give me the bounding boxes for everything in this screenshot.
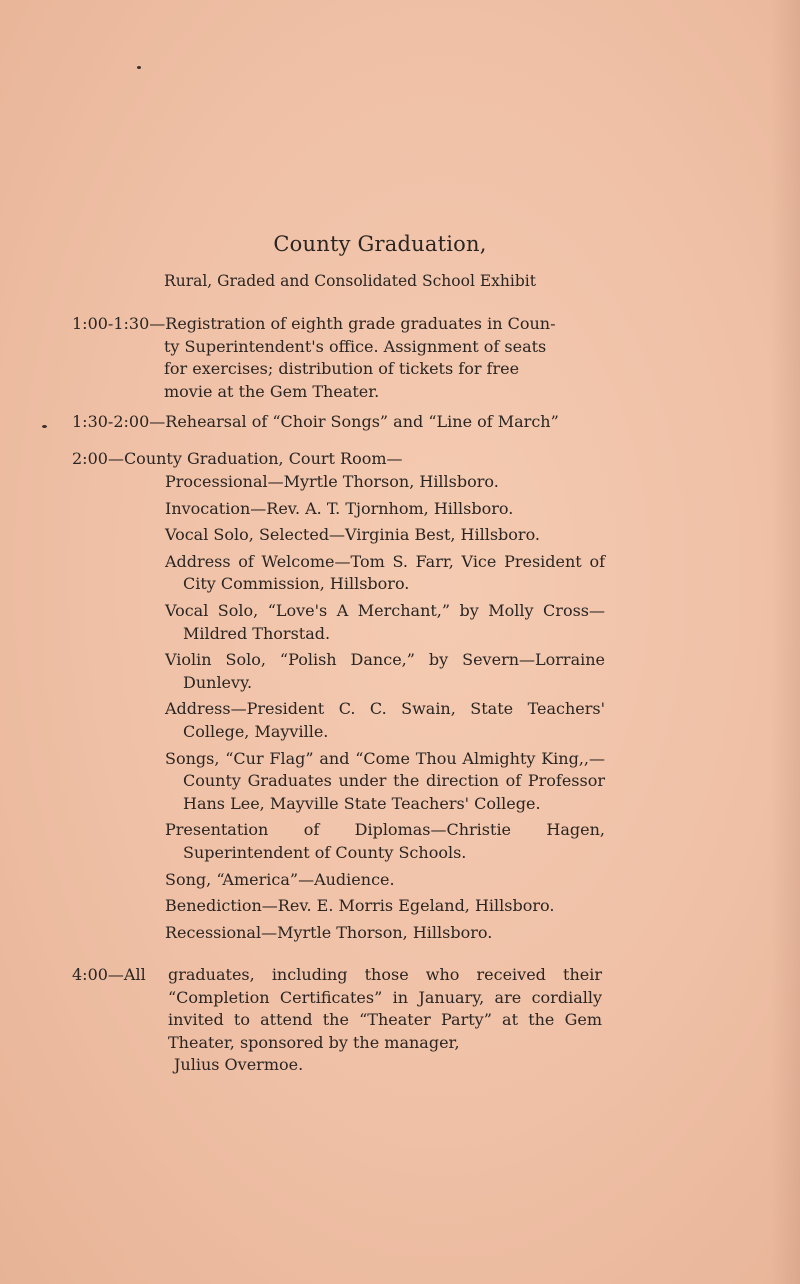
ink-speck — [137, 66, 141, 69]
schedule-entry-registration — [72, 313, 602, 403]
program-items-list — [165, 471, 605, 948]
schedule-text: —Registration of eighth grade graduates in Coun- — [149, 314, 556, 333]
program-item: Song, “America”—Audience. — [165, 869, 395, 889]
closing-last-line: Julius Overmoe. — [174, 1055, 304, 1075]
schedule-text: —Rehearsal of “Choir Songs” and “Line of March” — [149, 412, 559, 431]
schedule-entry-graduation — [72, 448, 602, 471]
program-item: Invocation—Rev. A. T. Tjornhom, Hillsboro. — [165, 498, 514, 518]
program-item: Vocal Solo, “Love's A Merchant,” by Molly Cross—Mildred Thorstad. — [165, 600, 605, 643]
schedule-time: 4:00—All — [72, 965, 146, 984]
schedule-time: 2:00 — [72, 449, 108, 468]
schedule-time: 1:00-1:30 — [72, 314, 150, 333]
program-item: Songs, “Cur Flag” and “Come Thou Almighty King,,—County Graduates under the direction of Professor Hans Lee, Mayville State Teachers' College. — [165, 748, 605, 813]
schedule-text: —County Graduation, Court Room— — [107, 449, 403, 468]
program-item: Processional—Myrtle Thorson, Hillsboro. — [165, 472, 499, 491]
program-item: Address—President C. C. Swain, State Teachers' College, Mayville. — [165, 699, 605, 741]
program-item: Benediction—Rev. E. Morris Egeland, Hillsboro. — [165, 896, 555, 916]
schedule-text-continued: ty Superintendent's office. Assignment of seats for exercises; distribution of tickets for free movie at the Gem Theater. — [164, 336, 547, 401]
document-title: County Graduation, — [273, 232, 487, 256]
schedule-time: 1:30-2:00 — [72, 412, 150, 431]
program-item: Presentation of Diplomas—Christie Hagen, Superintendent of County Schools. — [165, 820, 605, 862]
document-subtitle: Rural, Graded and Consolidated School Exhibit — [164, 272, 536, 290]
program-item: Address of Welcome—Tom S. Farr, Vice President of City Commission, Hillsboro. — [165, 551, 605, 594]
program-item: Violin Solo, “Polish Dance,” by Severn—Lorraine Dunlevy. — [165, 650, 605, 692]
program-item: Recessional—Myrtle Thorson, Hillsboro. — [165, 922, 493, 942]
page-edge-shadow — [770, 0, 800, 1284]
program-item: Vocal Solo, Selected—Virginia Best, Hillsboro. — [165, 525, 541, 545]
closing-text-block — [168, 964, 602, 1077]
schedule-entry-theater-party — [72, 964, 602, 1077]
closing-text: graduates, including those who received their “Completion Certificates” in January, are cordially invited to attend the “Theater Party” at the Gem Theater, sponsored by the manager, — [168, 965, 602, 1052]
schedule-entry-rehearsal — [72, 411, 602, 434]
ink-speck — [42, 425, 47, 428]
